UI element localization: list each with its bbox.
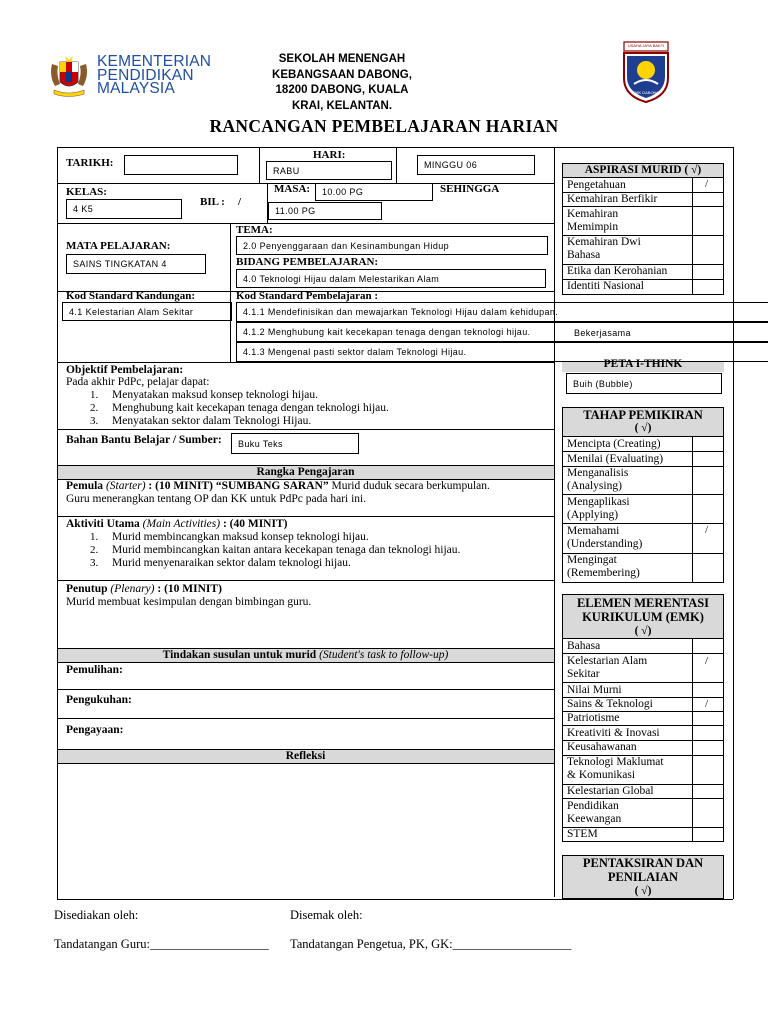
ministry-line1: KEMENTERIAN	[97, 53, 212, 70]
tindakan-en: (Student's task to follow-up)	[319, 649, 449, 661]
aspirasi-mark-1[interactable]: /	[705, 178, 709, 190]
emk-item-3: Nilai Murni	[567, 684, 622, 696]
tahap-item-6: Mengingat (Remembering)	[567, 554, 640, 579]
bekerjasama-text: Bekerjasama	[574, 328, 631, 338]
objektif-item-3: Menyatakan sektor dalam Teknologi Hijau.	[112, 415, 312, 427]
tindakan-label: Tindakan susulan untuk murid	[162, 649, 317, 661]
peta-heading: PETA I-THINK	[603, 358, 683, 370]
objektif-item-2: Menghubung kait kecekapan tenaga dengan teknologi hijau.	[112, 402, 389, 414]
kelas-label: KELAS:	[66, 186, 107, 198]
kod-sk-label: Kod Standard Kandungan:	[66, 290, 195, 302]
pentaksiran-heading-2: PENILAIAN	[607, 870, 679, 884]
tema-field[interactable]: 2.0 Penyenggaraan dan Kesinambungan Hidup	[236, 236, 548, 255]
pemula-tail: Murid duduk secara berkumpulan.	[331, 480, 490, 492]
emk-item-4: Sains & Teknologi	[567, 698, 653, 710]
emk-item-8: Teknologi Maklumat & Komunikasi	[567, 756, 664, 781]
masa-start-field[interactable]: 10.00 PG	[315, 183, 433, 201]
aktiviti-line	[66, 518, 287, 531]
emk-item-6: Kreativiti & Inovasi	[567, 727, 660, 739]
aktiviti-num-1: 1.	[90, 531, 99, 543]
tandatangan-guru[interactable]: Tandatangan Guru:___________________	[54, 937, 269, 951]
tahap-heading-1: TAHAP PEMIKIRAN	[583, 408, 703, 422]
minggu-field[interactable]: MINGGU 06	[417, 155, 535, 175]
tindakan-heading	[57, 649, 554, 662]
penutup-text: Murid membuat kesimpulan dengan bimbingan guru.	[66, 596, 312, 608]
aktiviti-en: (Main Activities)	[142, 518, 221, 530]
ministry-logo	[46, 54, 92, 98]
pemula-time: : (10 MINIT) “SUMBANG SARAN”	[148, 480, 329, 492]
penutup-line	[66, 583, 222, 596]
aspirasi-item-4: Kemahiran Dwi Bahasa	[567, 236, 641, 261]
pemula-line2: Guru menerangkan tentang OP dan KK untuk PdPc pada hari ini.	[66, 493, 367, 505]
bidang-label: BIDANG PEMBELAJARAN:	[236, 256, 379, 268]
masa-label: MASA:	[274, 183, 311, 195]
aktiviti-num-2: 2.	[90, 544, 99, 556]
aktiviti-item-1: Murid membincangkan maksud konsep teknologi hijau.	[112, 531, 369, 543]
tahap-heading-2: ( √)	[634, 422, 652, 434]
school-line4: KRAI, KELANTAN.	[291, 99, 393, 112]
rangka-heading: Rangka Pengajaran	[256, 466, 355, 478]
emk-item-11: STEM	[567, 828, 598, 840]
emk-item-1: Bahasa	[567, 640, 601, 652]
pengayaan-label: Pengayaan:	[66, 724, 124, 736]
objektif-num-3: 3.	[90, 415, 99, 427]
masa-end-field[interactable]: 11.00 PG	[268, 202, 382, 220]
tema-label: TEMA:	[236, 224, 273, 236]
refleksi-heading: Refleksi	[285, 750, 326, 762]
mata-pelajaran-field[interactable]: SAINS TINGKATAN 4	[66, 254, 206, 274]
school-line1: SEKOLAH MENENGAH	[278, 53, 406, 65]
tahap-item-1: Mencipta (Creating)	[567, 438, 661, 450]
kod-sp-field-3[interactable]: 4.1.3 Mengenal pasti sektor dalam Teknologi Hijau.	[236, 342, 768, 362]
aspirasi-heading: ASPIRASI MURID ( √)	[584, 164, 702, 176]
peta-field[interactable]: Buih (Bubble)	[566, 373, 722, 394]
emk-item-9: Kelestarian Global	[567, 785, 654, 797]
sehingga-label: SEHINGGA	[440, 183, 500, 195]
pengukuhan-label: Pengukuhan:	[66, 694, 132, 706]
aktiviti-num-3: 3.	[90, 557, 99, 569]
emk-mark-2[interactable]: /	[705, 655, 709, 667]
hari-field[interactable]: RABU	[266, 161, 392, 180]
ministry-line2: PENDIDIKAN	[97, 66, 194, 84]
emk-heading-2: KURIKULUM (EMK)	[582, 610, 704, 624]
bbb-field[interactable]: Buku Teks	[231, 433, 359, 454]
school-line3: 18200 DABONG, KUALA	[275, 84, 409, 96]
tandatangan-pengetua[interactable]: Tandatangan Pengetua, PK, GK:___________________	[290, 937, 572, 951]
tahap-item-4: Mengaplikasi (Applying)	[567, 496, 630, 521]
aspirasi-item-2: Kemahiran Berfikir	[567, 193, 658, 205]
penutup-en: (Plenary)	[110, 583, 155, 595]
emk-mark-4[interactable]: /	[705, 698, 709, 710]
aktiviti-item-3: Murid menyenaraikan sektor dalam teknologi hijau.	[112, 557, 351, 569]
aktiviti-time: : (40 MINIT)	[222, 518, 288, 530]
kod-sk-field[interactable]: 4.1 Kelestarian Alam Sekitar	[62, 302, 232, 321]
pentaksiran-heading-3: ( √)	[634, 885, 652, 897]
crest-school: SMK DABONG	[632, 90, 660, 95]
crest-motto: USAHA JAYA BAKTI	[627, 43, 665, 48]
pemulihan-label: Pemulihan:	[66, 664, 123, 676]
tarikh-label: TARIKH:	[66, 157, 114, 169]
school-address	[262, 52, 422, 114]
pemula-label: Pemula	[66, 480, 104, 492]
kod-sp-label: Kod Standard Pembelajaran :	[236, 290, 379, 302]
emk-item-7: Keusahawanan	[567, 741, 637, 753]
tahap-mark-5[interactable]: /	[705, 524, 709, 536]
objektif-label: Objektif Pembelajaran:	[66, 364, 184, 376]
tahap-item-5: Memahami (Understanding)	[567, 525, 643, 550]
objektif-num-1: 1.	[90, 389, 99, 401]
kelas-field[interactable]: 4 K5	[66, 199, 182, 219]
aspirasi-item-3: Kemahiran Memimpin	[567, 208, 619, 233]
disediakan-label: Disediakan oleh:	[54, 908, 139, 922]
tarikh-field[interactable]	[124, 155, 238, 175]
mata-pelajaran-label: MATA PELAJARAN:	[66, 240, 171, 252]
school-crest	[618, 40, 674, 104]
kod-sp-field-2[interactable]: 4.1.2 Menghubung kait kecekapan tenaga dengan teknologi hijau.	[236, 322, 768, 342]
tahap-item-3: Menganalisis (Analysing)	[567, 467, 629, 492]
coat-of-arms-icon	[46, 54, 92, 98]
emk-heading-1: ELEMEN MERENTASI	[576, 596, 710, 610]
emk-item-2: Kelestarian Alam Sekitar	[567, 655, 648, 680]
aktiviti-label: Aktiviti Utama	[66, 518, 140, 530]
objektif-item-1: Menyatakan maksud konsep teknologi hijau.	[112, 389, 319, 401]
emk-item-5: Patriotisme	[567, 712, 620, 724]
page-title: RANCANGAN PEMBELAJARAN HARIAN	[209, 116, 559, 136]
objektif-intro: Pada akhir PdPc, pelajar dapat:	[66, 376, 210, 388]
bil-label: BIL :	[200, 196, 225, 208]
bbb-label: Bahan Bantu Belajar / Sumber:	[66, 434, 222, 446]
ministry-line3: MALAYSIA	[97, 80, 175, 97]
aspirasi-item-5: Etika dan Kerohanian	[567, 265, 668, 277]
school-line2: KEBANGSAAN DABONG,	[272, 68, 412, 81]
pemula-en: (Starter)	[105, 480, 146, 492]
hari-label: HARI:	[313, 149, 346, 161]
emk-item-10: Pendidikan Keewangan	[567, 800, 622, 825]
tahap-item-2: Menilai (Evaluating)	[567, 453, 664, 465]
objektif-num-2: 2.	[90, 402, 99, 414]
disemak-label: Disemak oleh:	[290, 908, 363, 922]
pentaksiran-heading-1: PENTAKSIRAN DAN	[582, 856, 704, 870]
bil-value: /	[238, 196, 242, 208]
aspirasi-item-1: Pengetahuan	[567, 179, 626, 191]
ministry-name	[97, 55, 211, 96]
bidang-field[interactable]: 4.0 Teknologi Hijau dalam Melestarikan Alam	[236, 269, 546, 288]
pemula-line	[66, 480, 490, 493]
aktiviti-item-2: Murid membincangkan kaitan antara kecekapan tenaga dan teknologi hijau.	[112, 544, 461, 556]
kod-sp-field-1[interactable]: 4.1.1 Mendefinisikan dan mewajarkan Teknologi Hijau dalam kehidupan.	[236, 302, 768, 322]
penutup-time: : (10 MINIT)	[157, 583, 222, 595]
penutup-label: Penutup	[66, 583, 108, 595]
aspirasi-item-6: Identiti Nasional	[567, 280, 644, 292]
emk-heading-3: ( √)	[634, 625, 652, 637]
